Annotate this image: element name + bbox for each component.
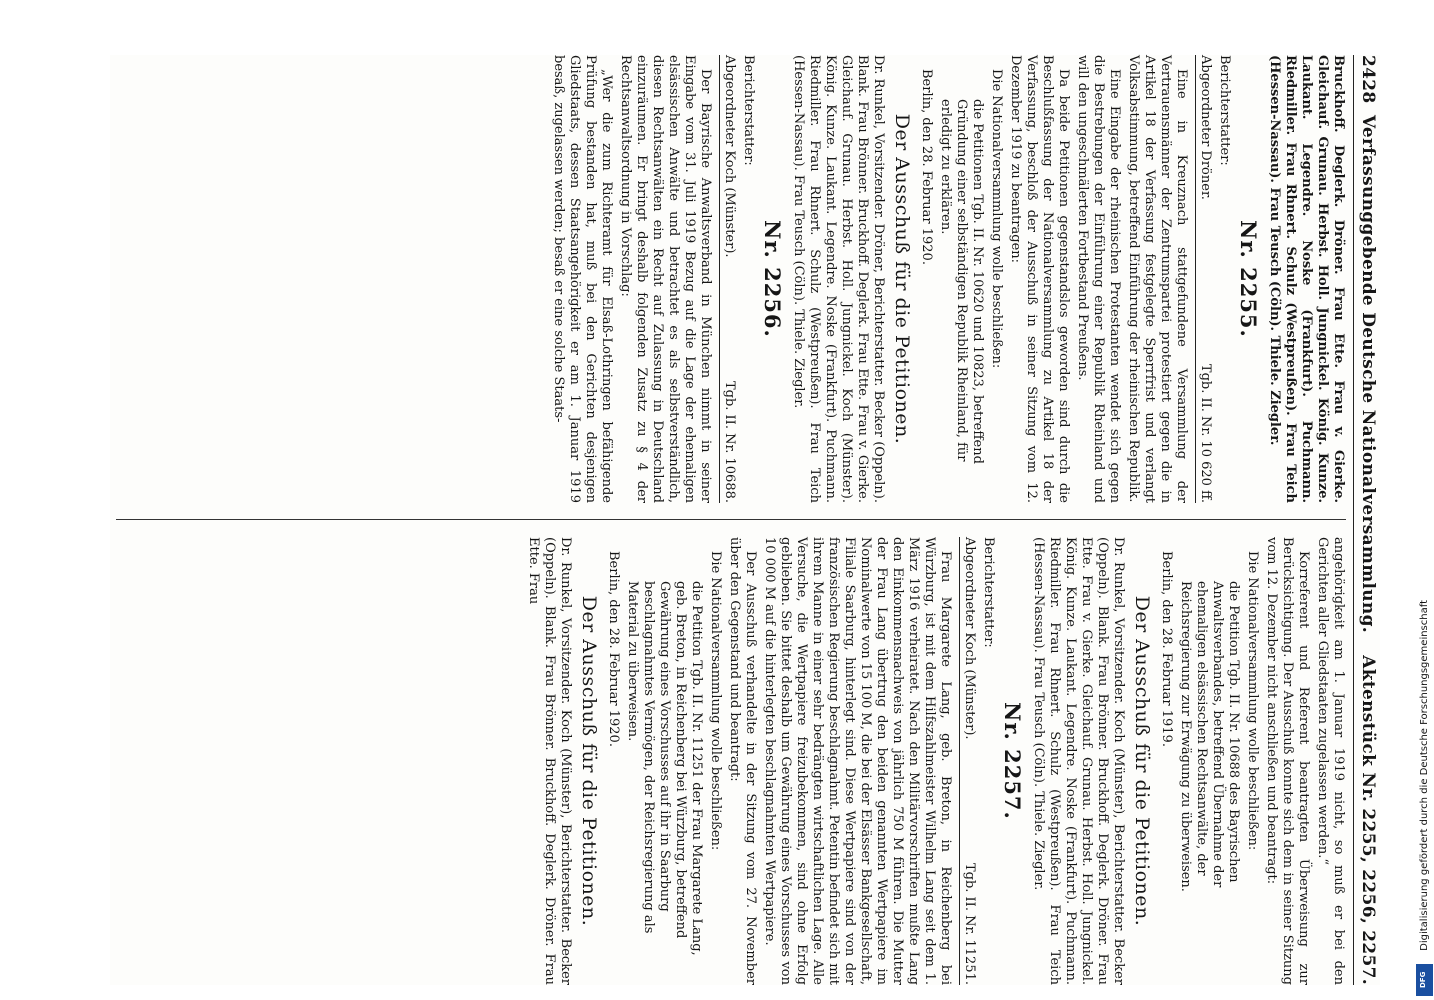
motion-text: die Petitionen Tgb. II. Nr. 10620 und 10823, betreffend Gründung einer selbständigen Republik Rheinland, für erledigt zu erklären.: [938, 99, 985, 464]
document-sheet: [110, 55, 1380, 985]
paragraph: angehörigkeit am 1. Januar 1919 nicht, so muß er bei den Gerichten aller Gliedstaaten zugelassen werden.“: [1315, 537, 1346, 985]
committee-heading: Der Ausschuß für die Petitionen.: [578, 595, 600, 927]
paragraph: Der Ausschuß verhandelte in der Sitzung vom 27. November über den Gegenstand und beantragt:: [727, 537, 758, 985]
diary-reference: Tgb. II. Nr. 10688.: [722, 380, 737, 503]
rapporteur-line: [1195, 55, 1213, 503]
date-line: Berlin, den 28. Februar 1920.: [606, 551, 621, 747]
date-line: Berlin, den 28. Februar 1919.: [1159, 551, 1174, 747]
rapporteur-label: Berichterstatter:: [741, 55, 756, 166]
paragraph: Die Nationalversammlung wolle beschließen:: [708, 551, 723, 851]
annex-reference: Aktenstück Nr. 2255, 2256, 2257.: [1358, 655, 1378, 985]
dfg-logo: DFG: [1416, 964, 1433, 996]
date-line: Berlin, den 28. Februar 1920.: [919, 69, 934, 265]
rapporteur-line: [719, 55, 737, 503]
paragraph: Eine Eingabe der rheinischen Protestanten wendet sich gegen die Bestrebungen der Einführung einer Republik Rheinland und will den ungeschmälerten Fortbestand Preußens.: [1075, 55, 1122, 503]
paragraph: Die Nationalversammlung wolle beschließen:: [1245, 551, 1260, 851]
quoted-proposal: „Wer die zum Richteramt für Elsaß-Lothringen befähigende Prüfung bestanden hat, muß bei den Gerichten desjenigen Gliedstaats, dessen Staatsangehörigkeit er am 1. Januar 1919 besaß, zugelassen werden; besaß er eine solche Staats-: [551, 55, 614, 503]
rapporteur-name: Abgeordneter Koch (Münster).: [962, 537, 977, 740]
paragraph: Korreferent und Referent beantragten Überweisung zur Berücksichtigung. Der Ausschuß konnte sich dem in seiner Sitzung vom 12. Dezember nicht anschließen und beantragt:: [1264, 537, 1311, 985]
paragraph: Die Nationalversammlung wolle beschließen:: [989, 69, 1004, 369]
signatories-continued: Bruckhoff. Deglerk. Dröner. Frau Ette. Frau v. Gierke. Gleichauf. Grunau. Herbst. Holl. Jungnickel. König. Kunze. Laukant. Legendre. Noske (Frankfurt). Puchmann. Riedmiller. Frau Rhnert. Schulz (Westpreußen). Frau Teich (Hessen-Nassau). Frau Teusch (Cöln). Thiele. Ziegler.: [1267, 55, 1346, 503]
signatories: Dr. Runkel, Vorsitzender. Dröner, Berichterstatter. Becker (Oppeln). Blank. Frau Brönner. Bruckhoff. Deglerk. Frau Ette. Frau v. Gierke. Gleichauf. Grunau. Herbst. Holl. Jungnickel. Koch (Münster). König. Kunze. Laukant. Legendre. Noske (Frankfurt). Puchmann. Riedmiller. Frau Rhnert. Schulz (Westpreußen). Frau Teich (Hessen-Nassau). Frau Teusch (Cöln). Thiele. Ziegler.: [791, 55, 886, 503]
running-title: Verfassunggebende Deutsche Nationalversammlung.: [1358, 115, 1378, 633]
diary-reference: Tgb. II. Nr. 11251.: [962, 862, 977, 985]
column-divider: [116, 519, 1346, 520]
paragraph: Da beide Petitionen gegenstandslos geworden sind durch die Beschlußfassung der Nationalversammlung zu Artikel 18 der Verfassung, beschloß der Ausschuß in seiner Sitzung vom 12. Dezember 1919 zu beantragen:: [1008, 55, 1071, 503]
signatories: Dr. Runkel, Vorsitzender. Koch (Münster), Berichterstatter. Becker (Oppeln). Blank. Frau Brönner. Bruckhoff. Deglerk. Dröner. Frau Ette. Frau v. Gierke. Gleichauf. Grunau. Herbst. Holl. Jungnickel. König. Kunze. Laukant. Legendre. Noske (Frankfurt). Puchmann. Riedmiller. Frau Rhnert. Schulz (Westpreußen). Frau Teich (Hessen-Nassau). Frau Teusch (Cöln). Thiele. Ziegler.: [1031, 537, 1126, 985]
motion-text: die Petition Tgb. II. Nr. 11251 der Frau Margarete Lang, geb. Breton, in Reichenberg bei Würzburg, betreffend Gewährung eines Vorschusses auf ihr in Saarburg beschlagnahmtes Vermögen, der Reichsregierung als Material zu überweisen.: [625, 581, 704, 956]
motion-text: die Petition Tgb. II. Nr. 10688 des Bayrischen Anwaltsverbandes, betreffend Übernahme der ehemaligen elsässischen Rechtsanwälte, der Reichsregierung zur Erwägung zu überweisen.: [1178, 581, 1241, 892]
rapporteur-label: Berichterstatter:: [981, 537, 996, 648]
committee-heading: Der Ausschuß für die Petitionen.: [1131, 595, 1153, 927]
rapporteur-label: Berichterstatter:: [1217, 55, 1232, 166]
digitization-credit: Digitalisierung gefördert durch die Deutsche Forschungsgemeinschaft: [1419, 600, 1430, 951]
paragraph: Eine in Kreuznach stattgefundene Versammlung der Vertrauensmänner der Zentrumspartei protestiert gegen die in Artikel 18 der Verfassung festgelegte Sperrfrist und verlangt Volksabstimmung, betreffend Einführung der rheinischen Republik.: [1126, 55, 1189, 503]
paragraph: Der Bayrische Anwaltsverband in München nimmt in seiner Eingabe vom 31. Juli 1919 Bezug auf die Lage der ehemaligen elsässischen Anwälte und betrachtet es als selbstverständlich, diesen Rechtsanwälten ein Recht auf Zulassung in Deutschland einzuräumen. Er bringt deshalb folgenden Zusatz zu § 4 der Rechtsanwaltsordnung in Vorschlag:: [618, 55, 713, 503]
diary-reference: Tgb. II. Nr. 10 620 ff.: [1198, 363, 1213, 503]
item-number-2255: Nr. 2255.: [1236, 220, 1261, 338]
signatories: Dr. Runkel, Vorsitzender. Koch (Münster), Berichterstatter. Becker (Oppeln). Blank. Frau Brönner. Bruckhoff. Deglerk. Dröner. Frau Ette. Frau: [526, 537, 573, 985]
committee-heading: Der Ausschuß für die Petitionen.: [891, 113, 913, 445]
rapporteur-name: Abgeordneter Koch (Münster).: [722, 55, 737, 258]
page-header: [1353, 55, 1380, 985]
left-column: [547, 55, 1346, 503]
item-number-2257: Nr. 2257.: [1000, 702, 1025, 820]
right-column: [522, 537, 1346, 985]
rapporteur-line: [959, 537, 977, 985]
paragraph: Frau Margarete Lang, geb. Breton, in Reichenberg bei Würzburg, ist mit dem Hilfszahlmeister Wilhelm Lang seit dem 1. März 1916 verheiratet. Nach den Militärvorschriften mußte Lang den Einkommensnachweis von jährlich 750 M führen. Die Mutter der Frau Lang übertrug den beiden genannten Wertpapiere im Nominalwerte von 15 100 M, die bei der Elsässer Bankgesellschaft, Filiale Saarburg, hinterlegt sind. Diese Wertpapiere sind von der französischen Regierung beschlagnahmt. Petentin befindet sich mit ihrem Manne in einer sehr bedrängten wirtschaftlichen Lage. Alle Versuche, die Wertpapiere freizubekommen, sind ohne Erfolg geblieben. Sie bittet deshalb um Gewährung eines Vorschusses von 10 000 M auf die hinterlegten beschlagnahmten Wertpapiere.: [762, 537, 953, 985]
rapporteur-name: Abgeordneter Dröner.: [1198, 55, 1213, 200]
item-number-2256: Nr. 2256.: [760, 220, 785, 338]
page-number: 2428: [1358, 55, 1378, 104]
